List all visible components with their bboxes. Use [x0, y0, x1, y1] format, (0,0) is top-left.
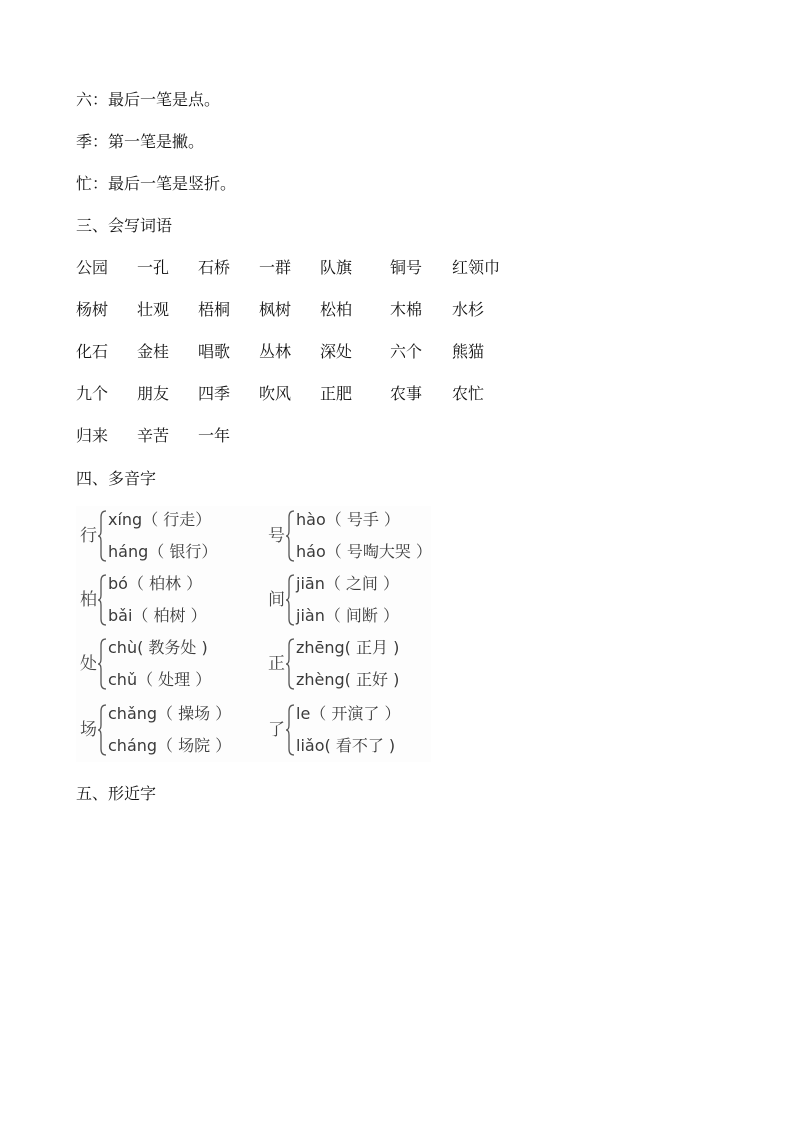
word-item: 朋友 [137, 384, 170, 403]
brace-icon [98, 574, 108, 626]
polyphone-reading: chǎng（ 操场 ） [108, 704, 232, 723]
polyphone-reading: háng（ 银行） [108, 542, 218, 561]
brace-icon [286, 704, 296, 756]
word-item: 杨树 [76, 300, 109, 319]
polyphone-char: 了 [268, 720, 285, 740]
word-item: 正肥 [320, 384, 353, 403]
brace-icon [98, 638, 108, 690]
polyphone-char: 处 [80, 654, 97, 674]
polyphone-reading: le（ 开演了 ） [296, 704, 401, 723]
polyphone-reading: jiān（ 之间 ） [296, 574, 400, 593]
section-3-title: 三、会写词语 [76, 216, 173, 235]
polyphone-reading: bó（ 柏林 ） [108, 574, 203, 593]
stroke-note-text: 最后一笔是点。 [108, 90, 221, 109]
stroke-note-mang: 忙：最后一笔是竖折。 [76, 174, 237, 193]
polyphone-reading: xíng（ 行走） [108, 510, 212, 529]
word-item: 公园 [76, 258, 109, 277]
word-item: 农忙 [452, 384, 485, 403]
polyphone-reading: cháng（ 场院 ） [108, 736, 232, 755]
word-item: 丛林 [259, 342, 292, 361]
brace-icon [98, 704, 108, 756]
polyphone-table [76, 506, 431, 762]
stroke-note-ji: 季：第一笔是撇。 [76, 132, 205, 151]
brace-icon [98, 510, 108, 562]
word-item: 唱歌 [198, 342, 231, 361]
polyphone-reading: bǎi（ 柏树 ） [108, 606, 207, 625]
word-item: 水杉 [452, 300, 485, 319]
polyphone-reading: háo（ 号啕大哭 ） [296, 542, 432, 561]
polyphone-char: 柏 [80, 590, 97, 610]
word-item: 九个 [76, 384, 109, 403]
polyphone-reading: chù( 教务处 ) [108, 638, 208, 657]
stroke-note-liu: 六：最后一笔是点。 [76, 90, 221, 109]
word-item: 化石 [76, 342, 109, 361]
polyphone-reading: chǔ（ 处理 ） [108, 670, 212, 689]
word-item: 辛苦 [137, 426, 170, 445]
polyphone-char: 正 [268, 654, 285, 674]
word-item: 枫树 [259, 300, 292, 319]
word-item: 六个 [390, 342, 423, 361]
word-item: 深处 [320, 342, 353, 361]
word-item: 一孔 [137, 258, 170, 277]
word-item: 松柏 [320, 300, 353, 319]
polyphone-reading: zhèng( 正好 ) [296, 670, 400, 689]
polyphone-reading: zhēng( 正月 ) [296, 638, 400, 657]
polyphone-char: 场 [80, 720, 97, 740]
word-item: 木棉 [390, 300, 423, 319]
word-item: 熊猫 [452, 342, 485, 361]
word-item: 归来 [76, 426, 109, 445]
word-item: 队旗 [320, 258, 353, 277]
stroke-note-text: 最后一笔是竖折。 [108, 174, 237, 193]
stroke-note-char: 季 [76, 132, 93, 151]
brace-icon [286, 510, 296, 562]
word-item: 吹风 [259, 384, 292, 403]
stroke-note-text: 第一笔是撇。 [108, 132, 205, 151]
section-4-title: 四、多音字 [76, 469, 157, 488]
word-item: 农事 [390, 384, 423, 403]
polyphone-reading: jiàn（ 间断 ） [296, 606, 400, 625]
word-item: 金桂 [137, 342, 170, 361]
word-item: 梧桐 [198, 300, 231, 319]
polyphone-char: 间 [268, 590, 285, 610]
word-item: 铜号 [390, 258, 423, 277]
polyphone-char: 行 [80, 526, 97, 546]
polyphone-char: 号 [268, 526, 285, 546]
word-item: 一群 [259, 258, 292, 277]
brace-icon [286, 638, 296, 690]
word-item: 壮观 [137, 300, 170, 319]
word-item: 石桥 [198, 258, 231, 277]
brace-icon [286, 574, 296, 626]
polyphone-reading: hào（ 号手 ） [296, 510, 400, 529]
stroke-note-char: 忙 [76, 174, 93, 193]
polyphone-reading: liǎo( 看不了 ) [296, 736, 396, 755]
word-item: 红领巾 [452, 258, 501, 277]
word-item: 一年 [198, 426, 231, 445]
word-item: 四季 [198, 384, 231, 403]
section-5-title: 五、形近字 [76, 784, 157, 803]
stroke-note-char: 六 [76, 90, 93, 109]
